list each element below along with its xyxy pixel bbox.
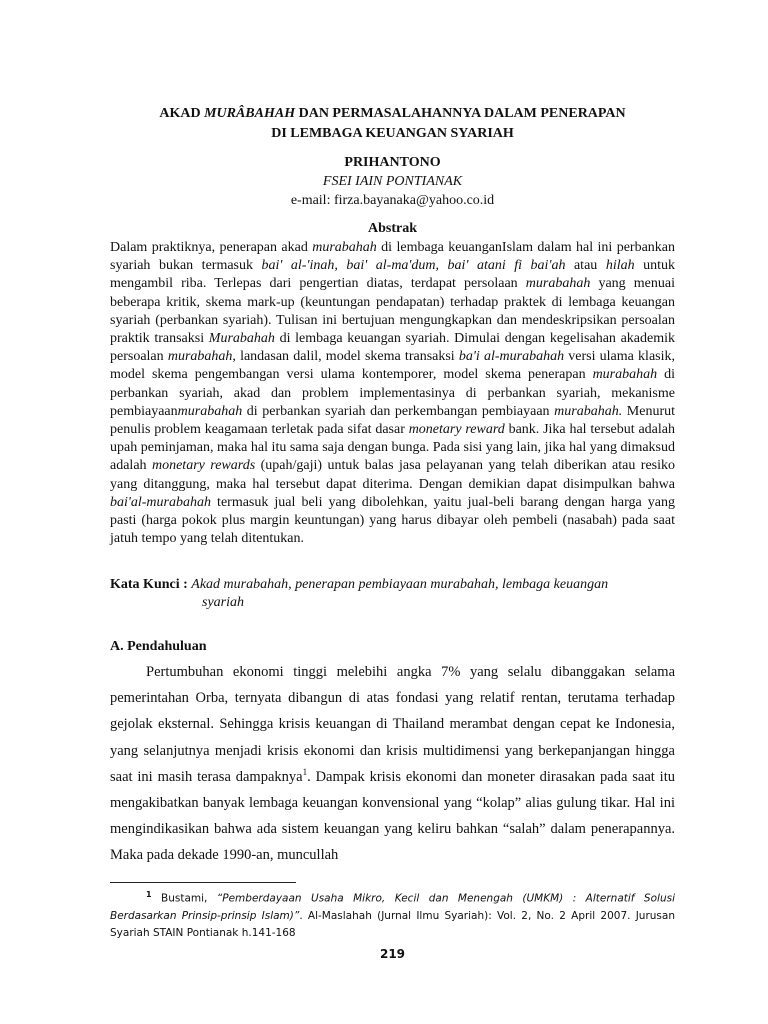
author-affiliation: FSEI IAIN PONTIANAK: [322, 174, 463, 189]
keywords-block: [110, 576, 675, 612]
section-heading: A. Pendahuluan: [110, 639, 207, 654]
body-text: [110, 659, 675, 869]
footnote-divider: [110, 882, 296, 883]
keywords-label: Kata Kunci :: [110, 577, 188, 592]
keywords-line: [110, 576, 675, 594]
footnote-mark: 1: [146, 890, 152, 899]
author-email: e-mail: firza.bayanaka@yahoo.co.id: [290, 193, 495, 208]
footnote: $^1$ Bustami, “Pemberdayaan Usaha Mikro, Kecil dan Menengah (UMKM) : Alternatif Solusi Berdasarkan Prinsip-prinsip Islam)”. Al-Maslahah (Jurnal Ilmu Syariah): Vol. 2, No. 2 April 2007. Jurusan Syariah STAIN Pontianak h.141-168: [110, 890, 675, 939]
author-name: PRIHANTONO: [344, 155, 441, 170]
footnote-reference[interactable]: 1: [302, 766, 308, 777]
title-line-1: AKAD MURÂBAHAH DAN PERMASALAHANNYA DALAM PENERAPAN: [159, 106, 626, 121]
keywords-continuation: syariah: [202, 595, 244, 610]
page-number: 219: [379, 947, 406, 961]
keywords-text: Akad murabahah, penerapan pembiayaan murabahah, lembaga keuangan: [191, 577, 609, 592]
abstract-text: Dalam praktiknya, penerapan akad murabahah di lembaga keuanganIslam dalam hal ini perbankan syariah bukan termasuk bai' al-'inah, bai' al-ma'dum, bai' atani fi bai'ah atau hilah untuk mengambil riba. Terlepas dari pengertian diatas, terdapat persolaan murabahah yang menuai beberapa kritik, skema mark-up (keuntungan pendapatan) terhadap praktek di lembaga keuangan syariah (perbankan syariah). Tulisan ini bertujuan mengungkapkan dan mendeskripsikan persoalan praktik transaksi Murabahah di lembaga keuangan syariah. Dimulai dengan kegelisahan akademik persoalan murabahah, landasan dalil, model skema transaksi ba'i al-murabahah versi ulama klasik, model skema pengembangan versi ulama kontemporer, model skema penerapan murabahah di perbankan syariah, akad dan problem implementasinya di perbankan syariah, mekanisme pembiayaanmurabahah di perbankan syariah dan perkembangan pembiayaan murabahah. Menurut penulis problem keagamaan terletak pada sifat dasar monetary reward bank. Jika hal tersebut adalah upah peminjaman, maka hal itu sama saja dengan bunga. Pada sisi yang lain, jika hal yang dimaksud adalah monetary rewards (upah/gaji) untuk balas jasa pelayanan yang telah diberikan atau resiko yang ditanggung, maka hal tersebut dapat diterima. Dengan demikian dapat disimpulkan bahwa bai'al-murabahah termasuk jual beli yang dibolehkan, yaitu jual-beli barang dengan harga yang pasti (harga pokok plus margin keuntungan) yang harus dibayar oleh pembeli (nasabah) pada saat jatuh tempo yang telah ditentukan.: [110, 240, 676, 547]
author-block: [110, 153, 675, 210]
article-title: [110, 104, 675, 144]
abstract-heading: Abstrak: [367, 221, 417, 236]
body-paragraph: Pertumbuhan ekonomi tinggi melebihi angka 7% yang selalu dibanggakan selama pemerintahan Orba, ternyata dibangun di atas fondasi yang relatif rentan, terutama terhadap gejolak eksternal. Sehingga krisis keuangan di Thailand merambat dengan cepat ke Indonesia, yang selanjutnya menjadi krisis ekonomi dan krisis multidimensi yang berkepanjangan hingga saat ini masih terasa dampaknya$^1$. Dampak krisis ekonomi dan moneter dirasakan pada saat itu mengakibatkan banyak lembaga keuangan konvensional yang “kolap” alias gulung tikar. Hal ini mengindikasikan bahwa ada sistem keuangan yang keliru bahkan “salah” dalam penerapannya. Maka pada dekade 1990-an, muncullah: [110, 664, 675, 864]
title-line-2: DI LEMBAGA KEUANGAN SYARIAH: [271, 126, 514, 141]
